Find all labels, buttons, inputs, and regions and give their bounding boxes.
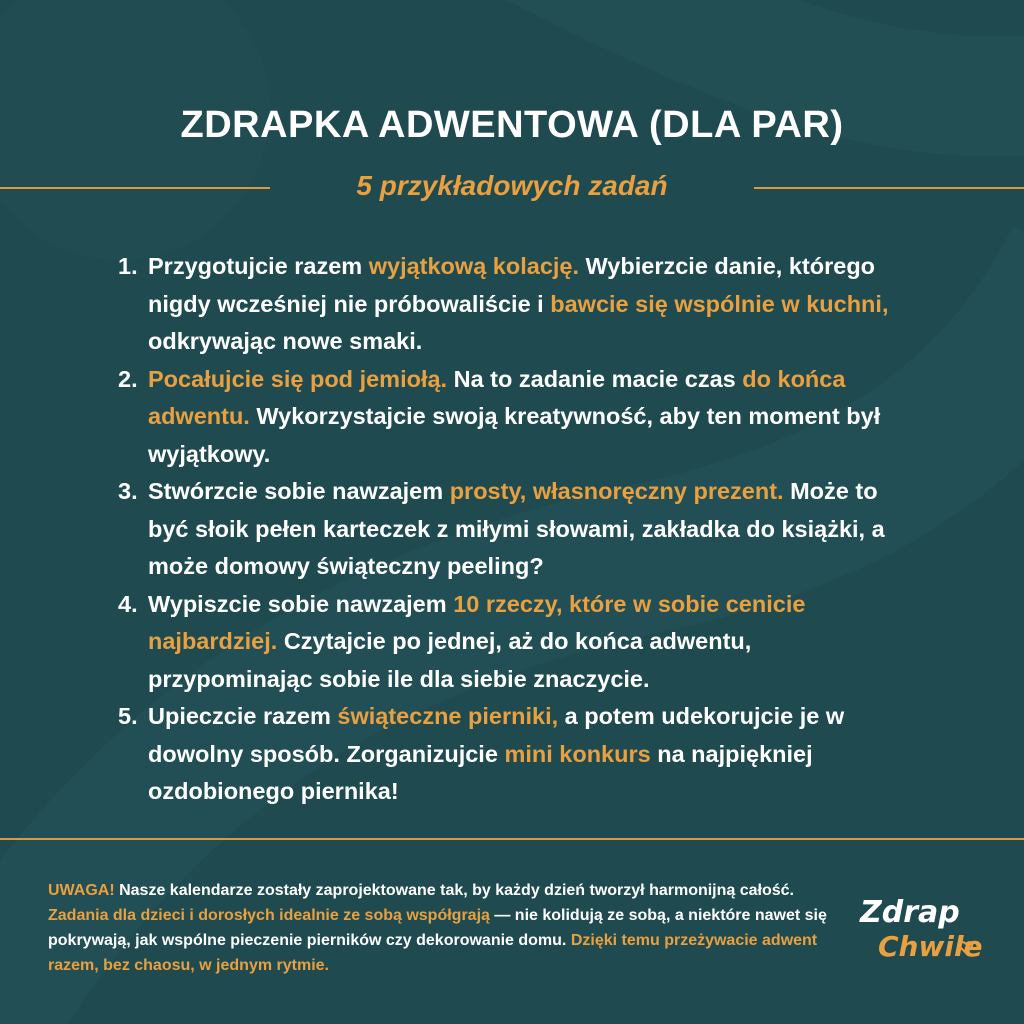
note-text: — nie kolidują ze sobą, a niektóre nawet się pokrywają, jak wspólne pieczenie pierników czy dekorowanie domu. (48, 907, 827, 949)
task-item (118, 361, 918, 474)
subtitle-divider-right (754, 187, 1024, 189)
task-number: 5. (118, 703, 138, 729)
subtitle-divider-left (0, 187, 270, 189)
task-number: 4. (118, 590, 138, 617)
note-highlight-text: Zadania dla dzieci i dorosłych idealnie ze sobą współgrają (48, 907, 490, 924)
task-highlight-text: wyjątkową kolację. (368, 253, 580, 279)
task-highlight-text: świąteczne pierniki, (337, 703, 559, 729)
task-text: odkrywając nowe smaki. (148, 328, 423, 354)
task-item (118, 586, 918, 699)
task-number: 2. (118, 365, 138, 392)
task-text: a potem udekorujcie je w dowolny sposób. Zorganizujcie (148, 703, 845, 767)
task-text: Przygotujcie razem (148, 253, 369, 279)
page-title: ZDRAPKA ADWENTOWA (DLA PAR) (180, 104, 844, 146)
task-text: Stwórzcie sobie nawzajem (148, 478, 450, 504)
task-list (118, 248, 918, 811)
task-text: Wybierzcie danie, którego nigdy wcześniej nie próbowaliście i (148, 253, 876, 317)
zdrap-chwile-logo (854, 888, 984, 968)
note-highlight-text: UWAGA! (48, 882, 115, 899)
note-paragraph (48, 878, 838, 978)
task-text: Może to być słoik pełen karteczek z miłymi słowami, zakładka do książki, a może domowy świąteczny peeling? (148, 478, 885, 579)
task-text: Upieczcie razem (148, 703, 338, 729)
task-text: Na to zadanie macie czas (447, 365, 743, 392)
logo-text-line2: Chwile (878, 930, 983, 963)
page-subtitle: 5 przykładowych zadań (356, 170, 668, 201)
task-text: Wypiszcie sobie nawzajem (148, 590, 454, 617)
note-highlight-text: Dzięki temu przeżywacie adwent razem, bez chaosu, w jednym rytmie. (48, 932, 818, 974)
logo-text-line1: Zdrap (860, 895, 960, 930)
task-text: Czytajcie po jednej, aż do końca adwentu, przypominając sobie ile dla siebie znaczycie. (148, 628, 752, 692)
task-item (118, 698, 918, 811)
task-number: 3. (118, 478, 138, 504)
subtitle-row (0, 170, 1024, 210)
task-item (118, 248, 918, 361)
task-text: Wykorzystajcie swoją kreatywność, aby ten moment był wyjątkowy. (148, 403, 881, 467)
section-divider (0, 838, 1024, 840)
task-highlight-text: bawcie się wspólnie w kuchni, (550, 290, 889, 317)
task-number: 1. (118, 253, 138, 279)
task-highlight-text: mini konkurs (504, 740, 651, 767)
task-item (118, 473, 918, 586)
task-highlight-text: Pocałujcie się pod jemiołą. (148, 365, 448, 392)
task-highlight-text: 10 rzeczy, które w sobie cenicie najbardziej. (148, 590, 806, 654)
note-text: Nasze kalendarze zostały zaprojektowane tak, by każdy dzień tworzył harmonijną całość. (114, 882, 794, 899)
task-highlight-text: prosty, własnoręczny prezent. (449, 478, 784, 504)
task-text: na najpiękniej ozdobionego piernika! (148, 740, 813, 804)
task-highlight-text: do końca adwentu. (148, 365, 846, 429)
